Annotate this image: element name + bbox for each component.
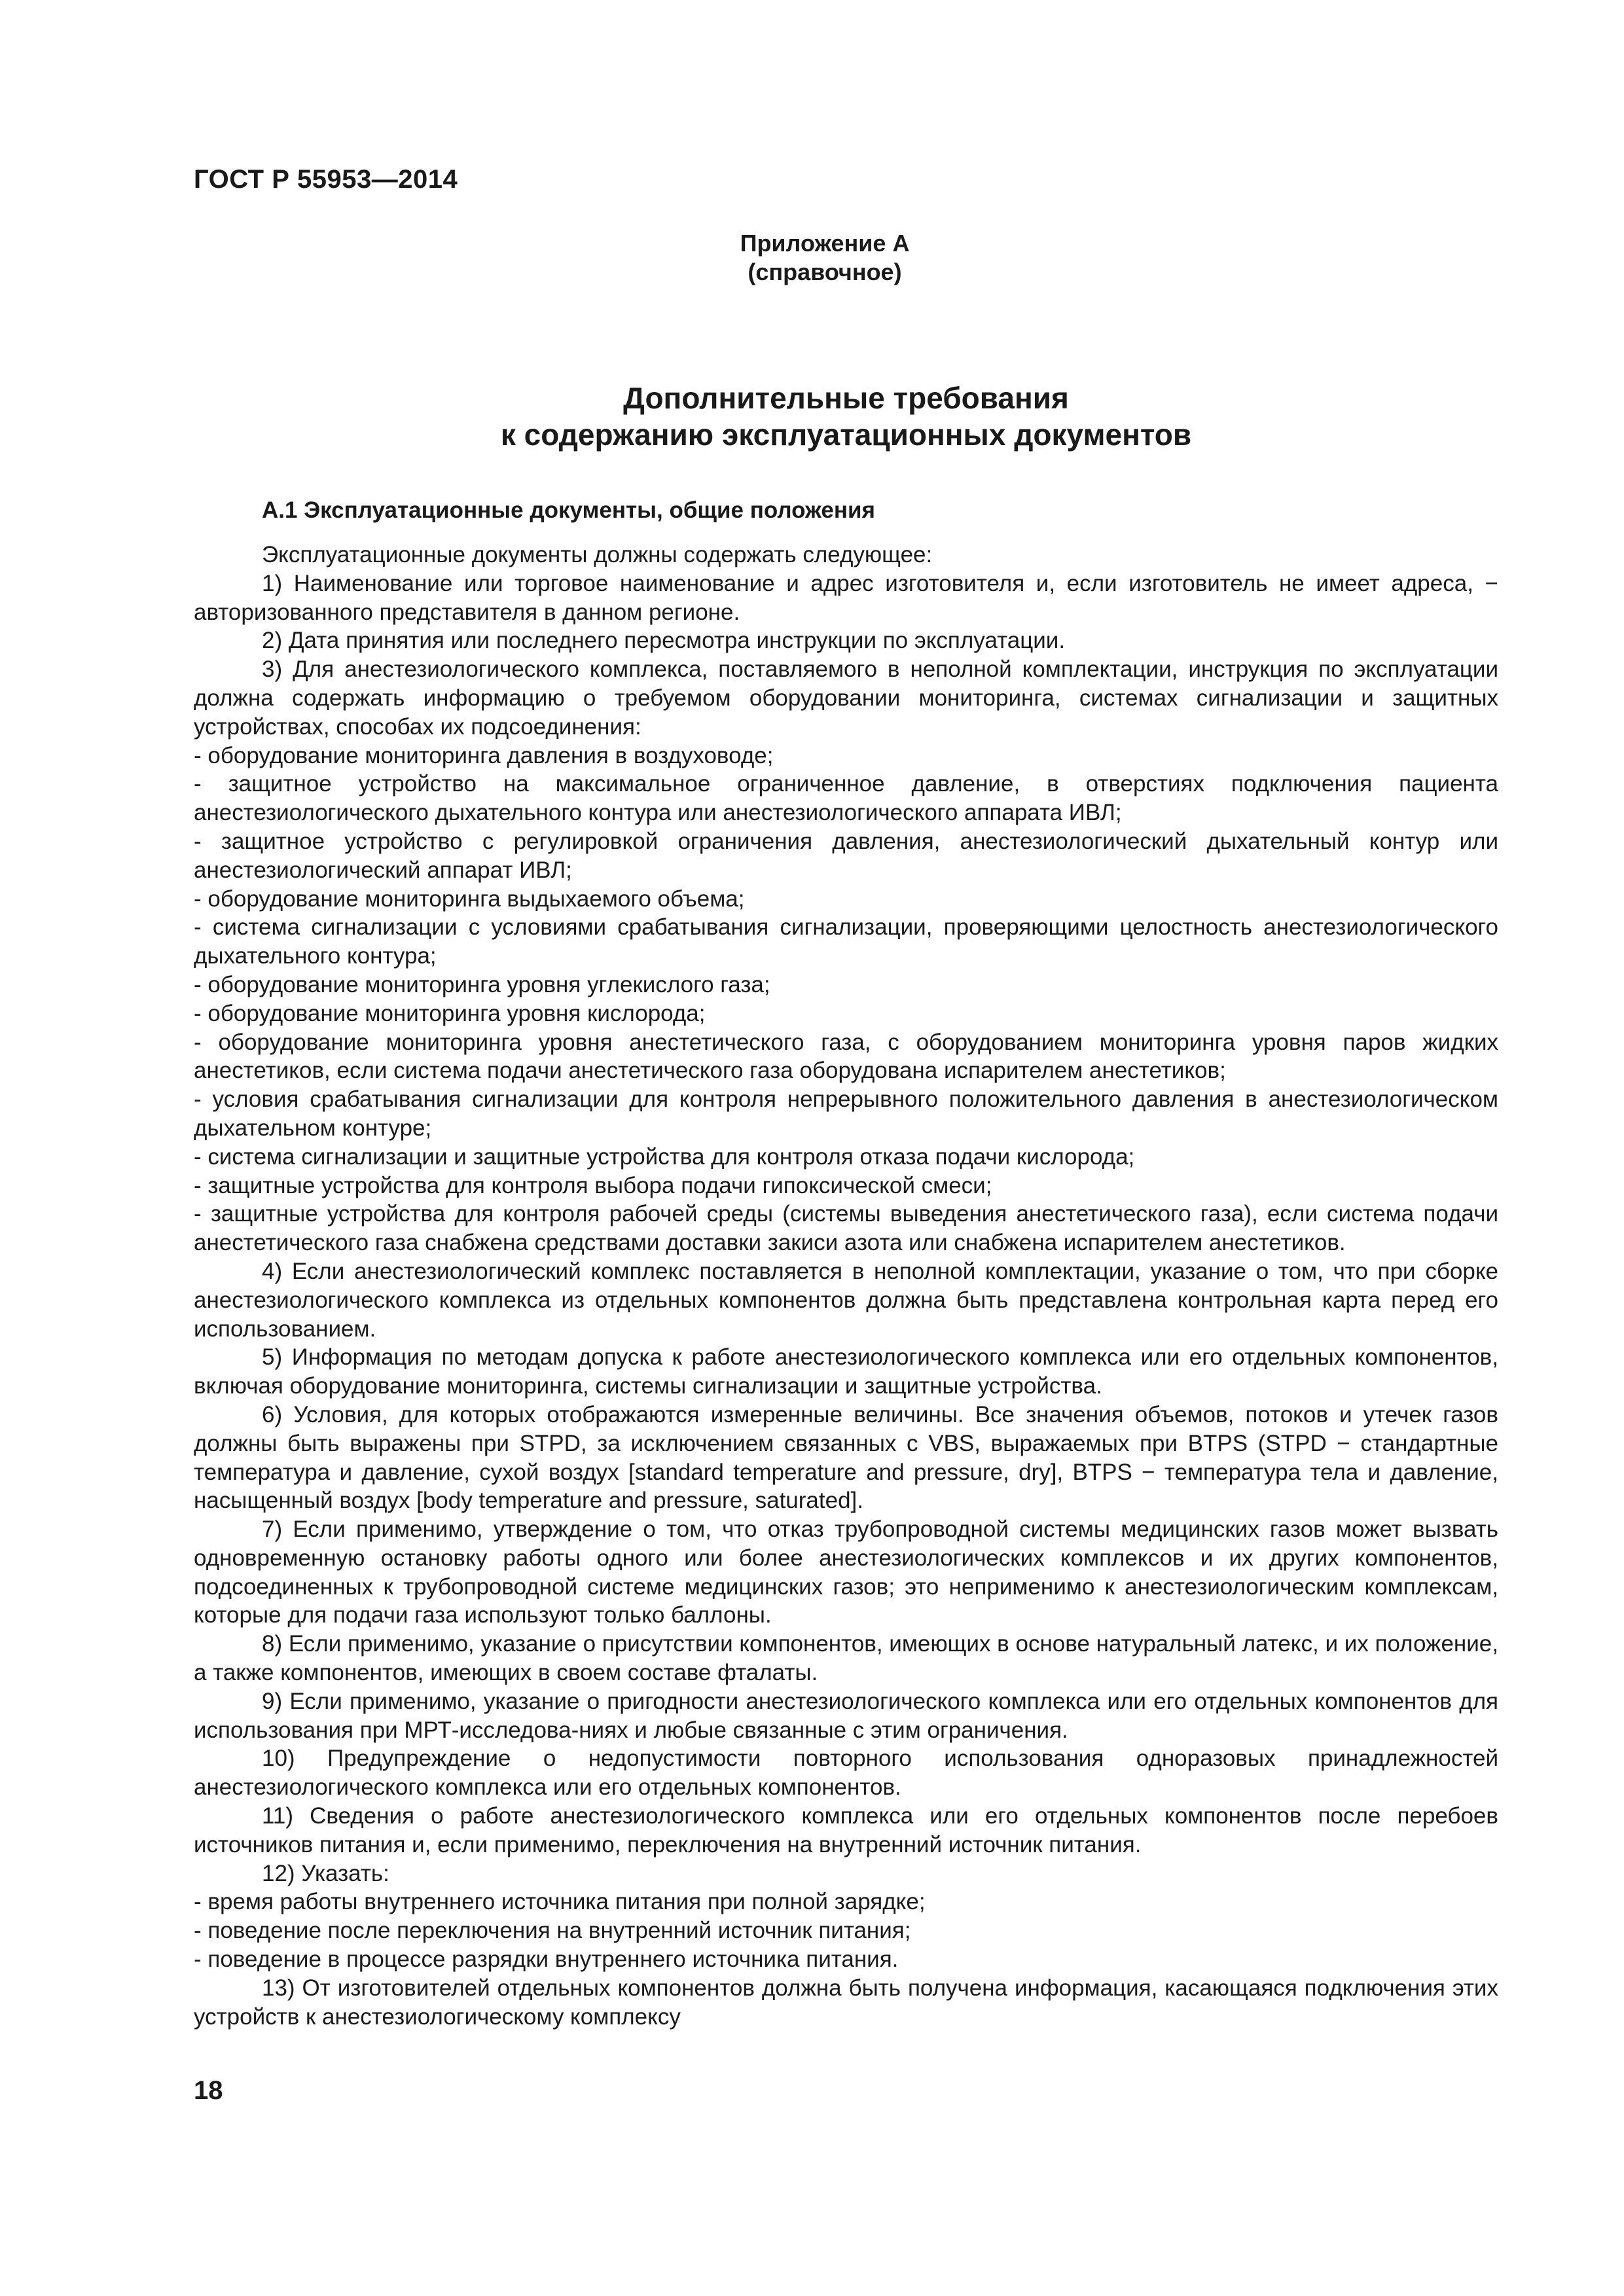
page-number: 18 bbox=[194, 2076, 223, 2105]
list-item: - оборудование мониторинга уровня анестетического газа, с оборудованием мониторинга уровня паров жидких анестетиков, если система подачи анестетического газа оборудована испарителем анестетиков; bbox=[194, 1029, 1498, 1084]
list-item: - система сигнализации с условиями срабатывания сигнализации, проверяющими целостность анестезиологического дыхательного контура; bbox=[194, 914, 1498, 969]
paragraph: 8) Если применимо, указание о присутствии компонентов, имеющих в основе натуральный латекс, и их положение, а также компонентов, имеющих в своем составе фталаты. bbox=[194, 1631, 1498, 1686]
paragraph: 4) Если анестезиологический комплекс поставляется в неполной комплектации, указание о том, что при сборке анестезиологического комплекса из отдельных компонентов должна быть представлена контрольная карта перед его использованием. bbox=[194, 1258, 1498, 1342]
list-item: - время работы внутреннего источника питания при полной зарядке; bbox=[194, 1889, 926, 1915]
paragraph: 6) Условия, для которых отображаются измеренные величины. Все значения объемов, потоков и утечек газов должны быть выражены при STPD, за исключением связанных с VBS, выражаемых при BTPS (STPD − стандартные температура и давление, сухой воздух [standard temperature and pressure, dry], BTPS − температура тела и давление, насыщенный воздух [body temperature and pressure, saturated]. bbox=[194, 1401, 1498, 1514]
paragraph: 13) От изготовителей отдельных компонентов должна быть получена информация, касающаяся подключения этих устройств к анестезиологическому комплексу bbox=[194, 1975, 1498, 2030]
body-text bbox=[194, 541, 1498, 2031]
list-item: - условия срабатывания сигнализации для контроля непрерывного положительного давления в анестезиологическом дыхательном контуре; bbox=[194, 1086, 1498, 1141]
list-item: - защитное устройство с регулировкой ограничения давления, анестезиологический дыхательный контур или анестезиологический аппарат ИВЛ; bbox=[194, 828, 1498, 883]
list-item: - защитные устройства для контроля рабочей среды (системы выведения анестетического газа), если система подачи анестетического газа снабжена средствами доставки закиси азота или снабжена испарителем анестетиков. bbox=[194, 1201, 1498, 1256]
section-heading: А.1 Эксплуатационные документы, общие положения bbox=[262, 497, 875, 523]
paragraph: Эксплуатационные документы должны содержать следующее: bbox=[262, 542, 933, 567]
list-item: - оборудование мониторинга выдыхаемого объема; bbox=[194, 886, 745, 912]
list-item: - система сигнализации и защитные устройства для контроля отказа подачи кислорода; bbox=[194, 1143, 1135, 1170]
list-item: - защитные устройства для контроля выбора подачи гипоксической смеси; bbox=[194, 1172, 992, 1198]
paragraph: 7) Если применимо, утверждение о том, что отказ трубопроводной системы медицинских газов может вызвать одновременную остановку работы одного или более анестезиологических комплексов и их других компонентов, подсоединенных к трубопроводной системе медицинских газов; это неприменимо к анестезиологическим комплексам, которые для подачи газа используют только баллоны. bbox=[194, 1516, 1498, 1628]
appendix-subtitle: (справочное) bbox=[748, 259, 902, 285]
appendix-label bbox=[727, 229, 923, 287]
paragraph: 1) Наименование или торговое наименование и адрес изготовителя и, если изготовитель не имеет адреса, − авторизованного представителя в данном регионе. bbox=[194, 570, 1498, 625]
page-title-line-2: к содержанию эксплуатационных документов bbox=[500, 418, 1192, 452]
paragraph: 10) Предупреждение о недопустимости повторного использования одноразовых принадлежностей анестезиологического комплекса или его отдельных компонентов. bbox=[194, 1746, 1498, 1801]
paragraph: 11) Сведения о работе анестезиологического комплекса или его отдельных компонентов после перебоев источников питания и, если применимо, переключения на внутренний источник питания. bbox=[194, 1803, 1498, 1857]
paragraph: 9) Если применимо, указание о пригодности анестезиологического комплекса или его отдельных компонентов для использования при МРТ-исследова-ниях и любые связанные с этим ограничения. bbox=[194, 1688, 1498, 1743]
standard-header: ГОСТ Р 55953—2014 bbox=[194, 165, 458, 194]
page-title bbox=[194, 380, 1498, 453]
appendix-title: Приложение А bbox=[740, 230, 910, 257]
list-item: - оборудование мониторинга уровня углекислого газа; bbox=[194, 971, 770, 997]
list-item: - защитное устройство на максимальное ограниченное давление, в отверстиях подключения пациента анестезиологического дыхательного контура или анестезиологического аппарата ИВЛ; bbox=[194, 771, 1498, 826]
paragraph: 2) Дата принятия или последнего пересмотра инструкции по эксплуатации. bbox=[262, 628, 1066, 654]
list-item: - поведение в процессе разрядки внутреннего источника питания. bbox=[194, 1946, 899, 1973]
list-item: - оборудование мониторинга давления в воздуховоде; bbox=[194, 742, 774, 768]
paragraph: 5) Информация по методам допуска к работе анестезиологического комплекса или его отдельных компонентов, включая оборудование мониторинга, системы сигнализации и защитные устройства. bbox=[194, 1344, 1498, 1399]
paragraph: 12) Указать: bbox=[262, 1860, 389, 1886]
paragraph: 3) Для анестезиологического комплекса, поставляемого в неполной комплектации, инструкция по эксплуатации должна содержать информацию о требуемом оборудовании мониторинга, системах сигнализации и защитных устройствах, способах их подсоединения: bbox=[194, 656, 1498, 740]
list-item: - поведение после переключения на внутренний источник питания; bbox=[194, 1918, 911, 1944]
page-title-line-1: Дополнительные требования bbox=[623, 381, 1069, 415]
list-item: - оборудование мониторинга уровня кислорода; bbox=[194, 1000, 706, 1026]
